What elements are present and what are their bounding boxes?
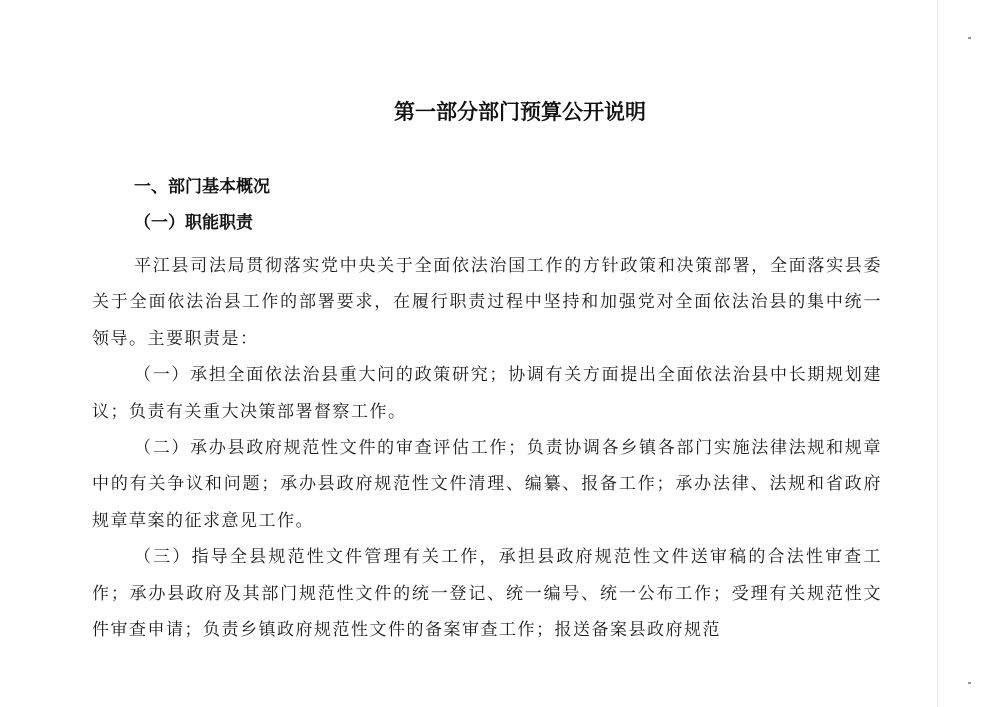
- subsection-heading: （一）职能职责: [134, 213, 253, 233]
- body-text: [92, 248, 882, 648]
- section-heading: 一、部门基本概况: [134, 177, 270, 197]
- edge-mark: [968, 682, 971, 684]
- paragraph-duty-2: （二）承办县政府规范性文件的审查评估工作；负责协调各乡镇各部门实施法律法规和规章中的有关争议和问题；承办县政府规范性文件清理、编纂、报备工作；承办法律、法规和省政府规章草案的征求意见工作。: [92, 438, 882, 531]
- paragraph-duty-1: （一）承担全面依法治县重大问的政策研究；协调有关方面提出全面依法治县中长期规划建议；负责有关重大决策部署督察工作。: [92, 365, 882, 422]
- paragraph-duty-3: （三）指导全县规范性文件管理有关工作，承担县政府规范性文件送审稿的合法性审查工作；承办县政府及其部门规范性文件的统一登记、统一编号、统一公布工作；受理有关规范性文件审查申请；负责乡镇政府规范性文件的备案审查工作；报送备案县政府规范: [92, 547, 882, 641]
- paragraph-intro: 平江县司法局贯彻落实党中央关于全面依法治国工作的方针政策和决策部署，全面落实县委关于全面依法治县工作的部署要求，在履行职责过程中坚持和加强党对全面依法治县的集中统一领导。主要职责是：: [92, 256, 882, 349]
- document-title: 第一部分部门预算公开说明: [394, 100, 646, 124]
- edge-mark: [968, 37, 971, 39]
